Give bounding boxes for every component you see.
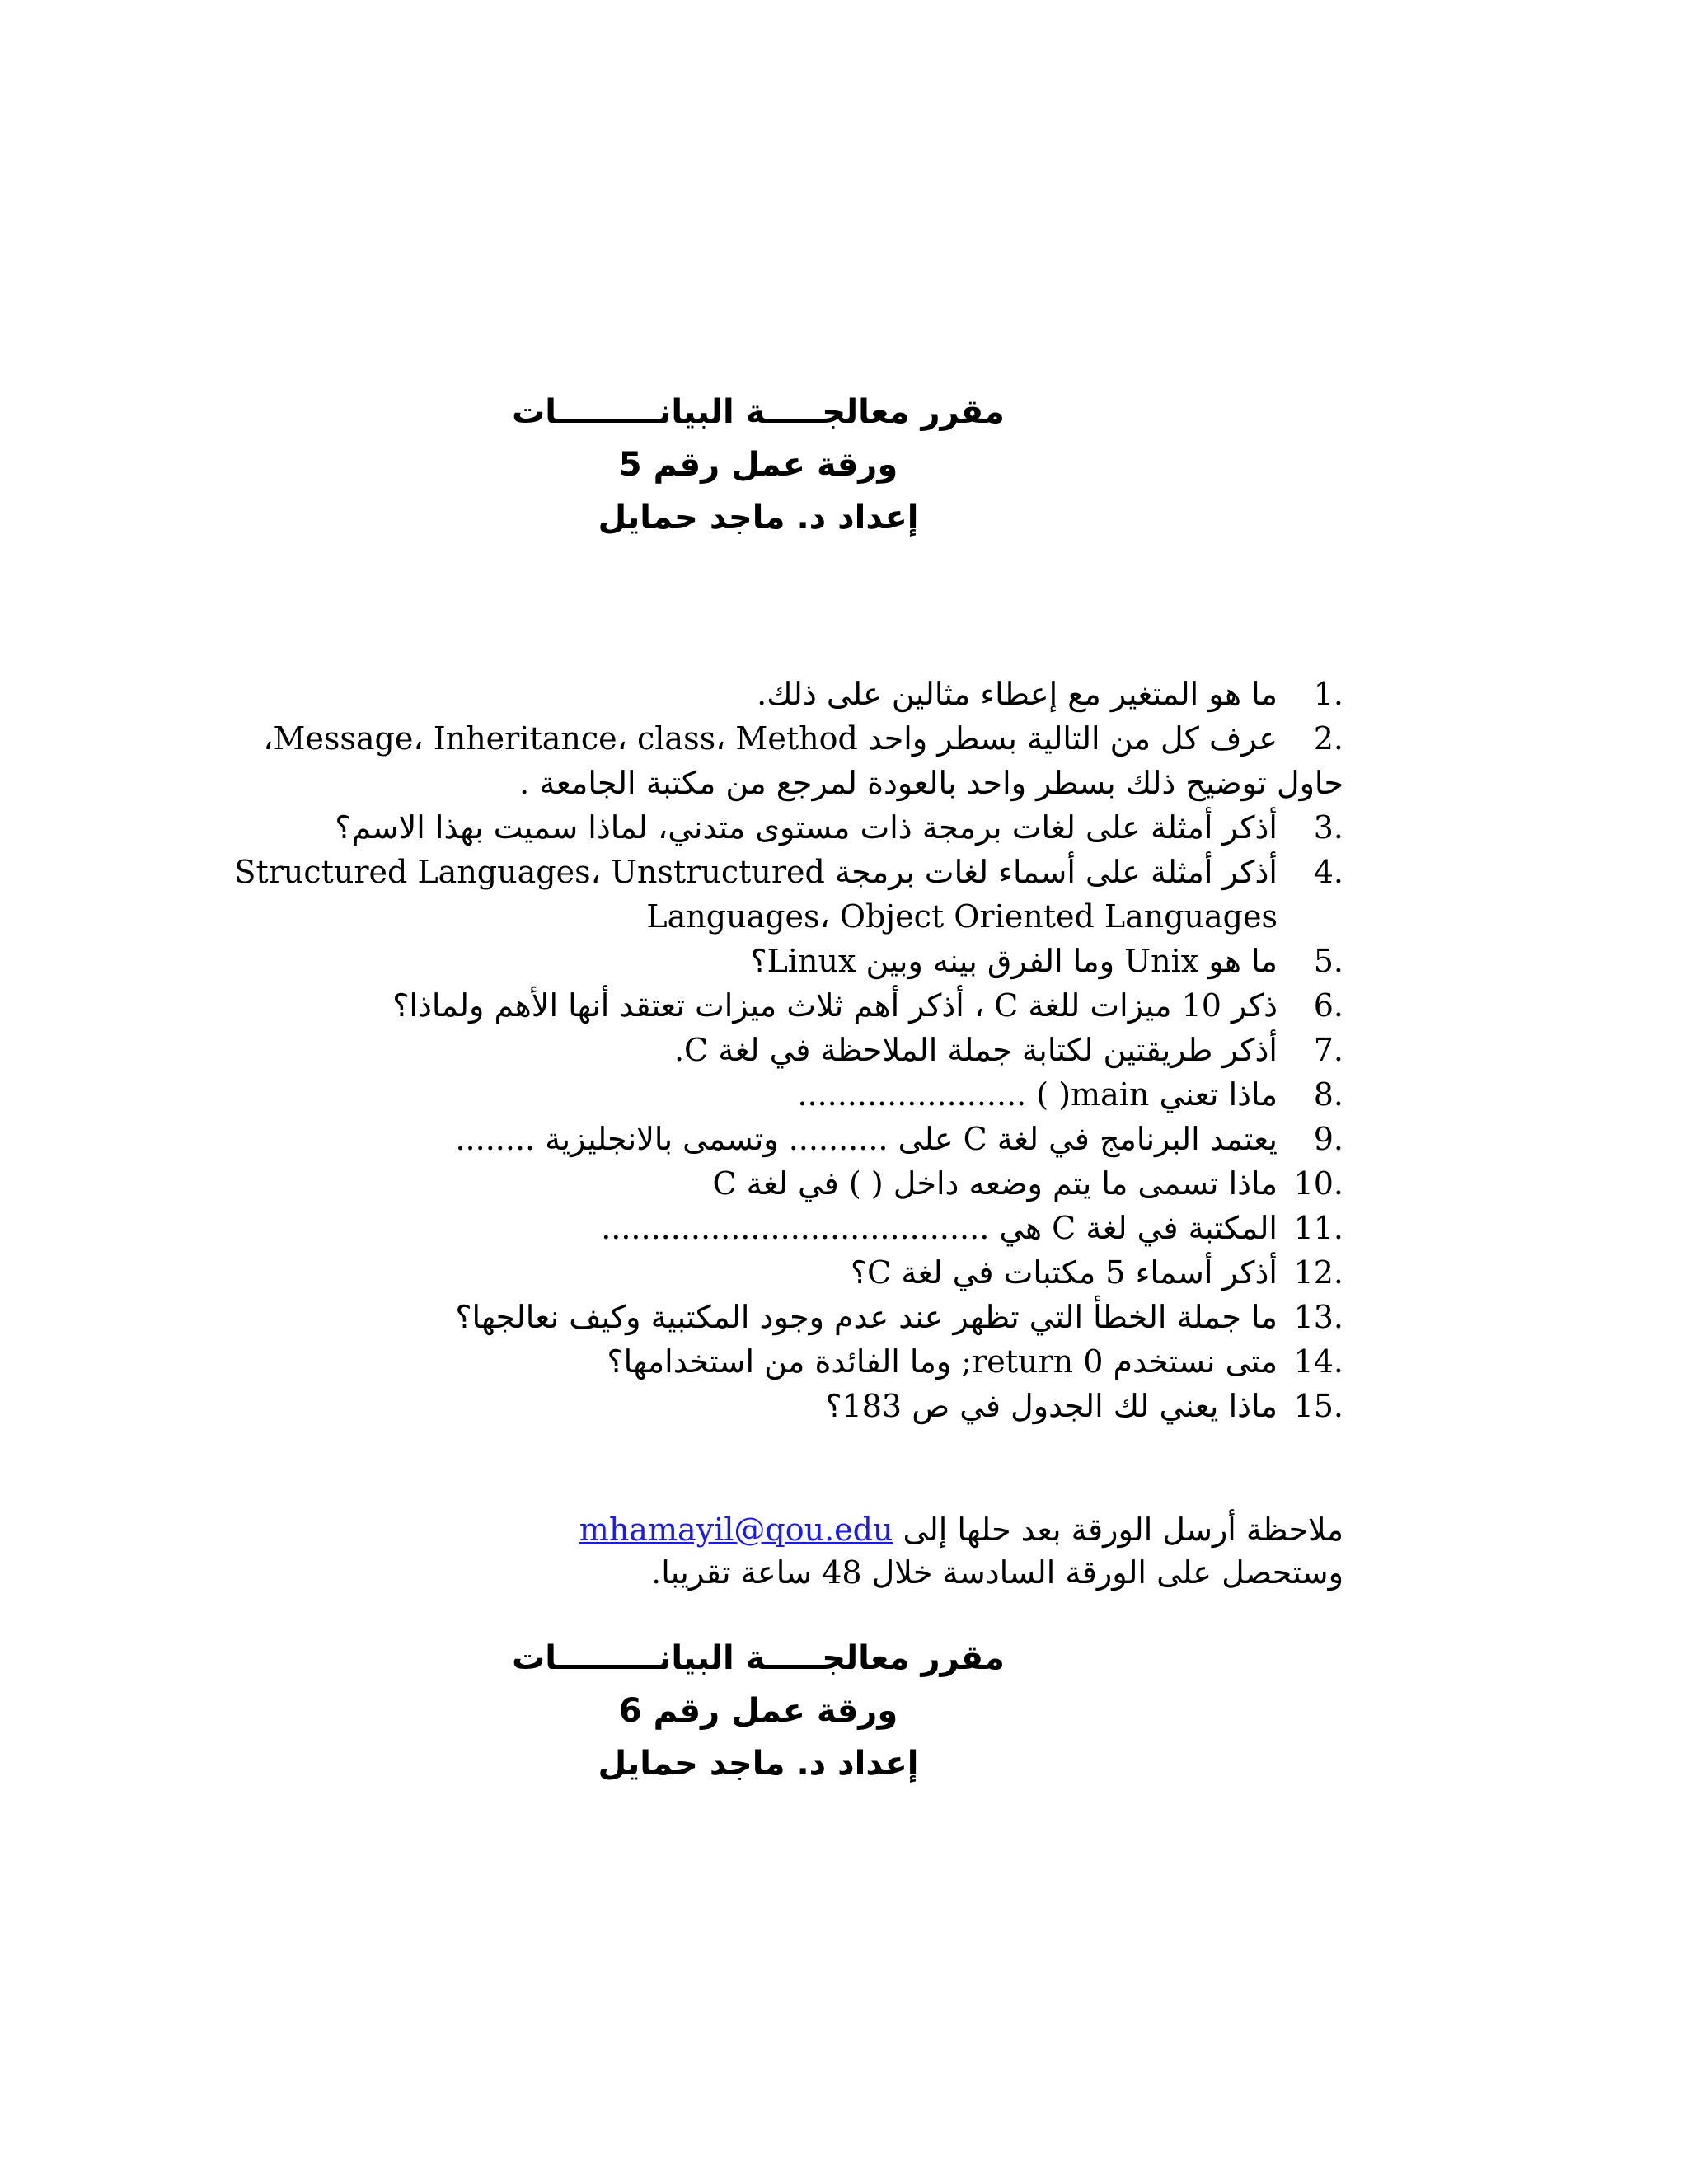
question-number: 2. [1313, 720, 1343, 757]
question-item [272, 1384, 1343, 1428]
question-list [234, 672, 1343, 1428]
course-title: مقرر معالجـــــة البيانـــــــــات [512, 393, 1005, 431]
sheet-title: ورقة عمل رقم 5 [618, 446, 898, 484]
note-line-1 [272, 1508, 1343, 1551]
question-item [272, 983, 1343, 1028]
question-text: ماذا تعني main( ) ....................... [797, 1076, 1278, 1113]
course-title: مقرر معالجـــــة البيانـــــــــات [512, 1639, 1005, 1677]
question-number: 11. [1293, 1210, 1343, 1246]
question-item [272, 805, 1343, 850]
question-continuation: حاول توضيح ذلك بسطر واحد بالعودة لمرجع من مكتبة الجامعة . [519, 765, 1343, 801]
question-item [272, 1250, 1343, 1295]
question-text: ذكر 10 ميزات للغة C ، أذكر أهم ثلاث ميزات تعتقد أنها الأهم ولماذا؟ [392, 987, 1278, 1024]
question-number: 15. [1293, 1388, 1343, 1424]
note-prefix: ملاحظة أرسل الورقة بعد حلها إلى [893, 1511, 1343, 1548]
email-link[interactable]: mhamayil@qou.edu [579, 1511, 893, 1548]
question-text: ما جملة الخطأ التي تظهر عند عدم وجود المكتبية وكيف نعالجها؟ [455, 1299, 1278, 1335]
question-number: 9. [1313, 1121, 1343, 1157]
question-continuation: Languages، Object Oriented Languages [646, 898, 1278, 935]
question-number: 13. [1293, 1299, 1343, 1335]
question-item [272, 1028, 1343, 1072]
question-number: 8. [1313, 1076, 1343, 1113]
question-item [272, 1295, 1343, 1339]
question-item [272, 1072, 1343, 1117]
question-number: 6. [1313, 987, 1343, 1024]
question-text: ماذا تسمى ما يتم وضعه داخل ( ) في لغة C [712, 1165, 1278, 1202]
question-number: 7. [1313, 1032, 1343, 1068]
question-item [272, 1161, 1343, 1206]
question-number: 14. [1293, 1343, 1343, 1380]
worksheet-6-header [462, 1632, 1055, 1790]
question-number: 1. [1313, 676, 1343, 712]
question-number: 4. [1313, 854, 1343, 890]
author-line: إعداد د. ماجد حمايل [598, 1745, 919, 1783]
question-number: 5. [1313, 943, 1343, 979]
question-text: أذكر أمثلة على أسماء لغات برمجة Structured Languages، Unstructured [234, 854, 1278, 890]
question-item [272, 1206, 1343, 1250]
question-text: عرف كل من التالية بسطر واحد Message، Inheritance، class، Method، [263, 720, 1278, 757]
question-text: أذكر أمثلة على لغات برمجة ذات مستوى متدني، لماذا سميت بهذا الاسم؟ [335, 809, 1278, 846]
question-number: 12. [1293, 1254, 1343, 1291]
question-item [272, 672, 1343, 716]
question-text: متى نستخدم return 0; وما الفائدة من استخدامها؟ [607, 1343, 1278, 1380]
submission-note [272, 1508, 1343, 1594]
note-line-2: وستحصل على الورقة السادسة خلال 48 ساعة تقريبا. [651, 1554, 1343, 1591]
question-text: ما هو المتغير مع إعطاء مثالين على ذلك. [757, 676, 1278, 712]
question-number: 3. [1313, 809, 1343, 846]
question-item [272, 1117, 1343, 1161]
question-text: ما هو Unix وما الفرق بينه وبين Linux؟ [750, 943, 1278, 979]
question-item [234, 850, 1343, 939]
question-text: أذكر أسماء 5 مكتبات في لغة C؟ [850, 1254, 1278, 1291]
question-item [272, 1339, 1343, 1384]
sheet-title: ورقة عمل رقم 6 [618, 1692, 898, 1730]
question-text: ماذا يعني لك الجدول في ص 183؟ [825, 1388, 1278, 1424]
worksheet-5-header [462, 386, 1055, 544]
question-text: المكتبة في لغة C هي ....................................... [601, 1210, 1278, 1246]
question-number: 10. [1293, 1165, 1343, 1202]
question-text: يعتمد البرنامج في لغة C على .......... وتسمى بالانجليزية ........ [455, 1121, 1278, 1157]
author-line: إعداد د. ماجد حمايل [598, 499, 919, 537]
question-item [272, 939, 1343, 983]
question-text: أذكر طريقتين لكتابة جملة الملاحظة في لغة C. [673, 1032, 1278, 1068]
question-item [263, 716, 1343, 805]
